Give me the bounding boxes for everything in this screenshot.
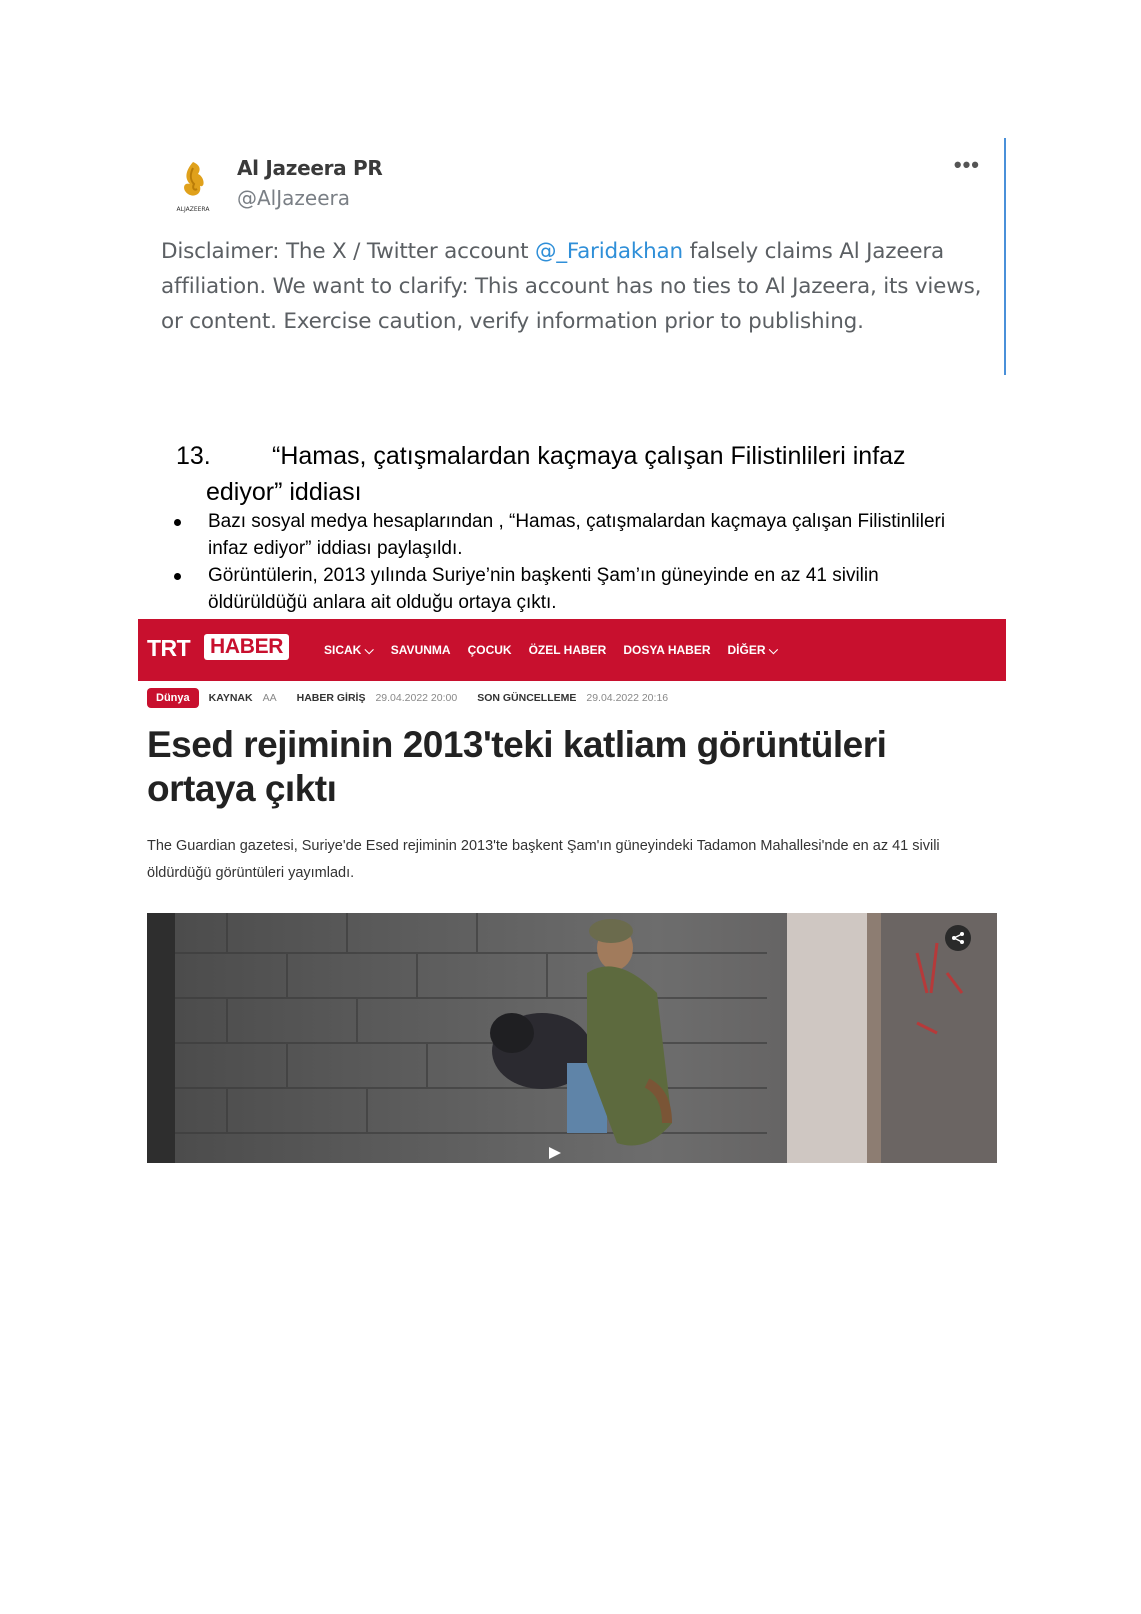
account-name[interactable]: Al Jazeera PR bbox=[237, 156, 383, 180]
video-player[interactable] bbox=[147, 913, 997, 1163]
aljazeera-logo bbox=[168, 158, 218, 214]
update-label: SON GÜNCELLEME bbox=[477, 692, 577, 704]
list-item bbox=[168, 562, 968, 616]
list-item bbox=[168, 508, 968, 562]
trt-menu bbox=[324, 643, 778, 658]
bullet-list bbox=[168, 508, 968, 616]
account-handle[interactable]: @AlJazeera bbox=[237, 186, 350, 210]
tweet-screenshot bbox=[140, 138, 1006, 375]
menu-item-ozel-haber[interactable]: ÖZEL HABER bbox=[528, 643, 607, 657]
entry-label: HABER GİRİŞ bbox=[296, 692, 366, 704]
menu-item-sicak[interactable]: SICAK ⌵ bbox=[324, 643, 374, 657]
section-title-line1: “Hamas, çatışmalardan kaçmaya çalışan Filistinlileri infaz bbox=[272, 442, 906, 470]
logo-text: ALJAZEERA bbox=[176, 206, 210, 213]
bullet-text: Görüntülerin, 2013 yılında Suriye’nin başkenti Şam’ın güneyinde en az 41 sivilin öldürüldüğü anlara ait olduğu ortaya çıktı. bbox=[208, 565, 879, 613]
article-title: Esed rejiminin 2013'teki katliam görüntüleri ortaya çıktı bbox=[147, 724, 887, 809]
share-icon[interactable] bbox=[945, 925, 971, 951]
bullet-text: Bazı sosyal medya hesaplarından , “Hamas, çatışmalardan kaçmaya çalışan Filistinlileri infaz ediyor” iddiası paylaşıldı. bbox=[208, 511, 946, 559]
update-value: 29.04.2022 20:16 bbox=[586, 692, 669, 704]
trt-navbar bbox=[138, 619, 1006, 681]
tweet-text-after: falsely claims Al Jazeera affiliation. We want to clarify: This account has no ties to Al Jazeera, its views, or content. Exercise caution, verify information prior to publishing. bbox=[161, 239, 982, 334]
trt-logo[interactable]: TRT bbox=[147, 635, 191, 661]
article-meta bbox=[147, 688, 678, 708]
article-summary: The Guardian gazetesi, Suriye'de Esed rejiminin 2013'te başkent Şam'ın güneyindeki Tadamon Mahallesi'nde en az 41 sivili öldürdüğü görüntüleri yayımladı. bbox=[147, 838, 940, 881]
menu-item-dosya-haber[interactable]: DOSYA HABER bbox=[623, 643, 711, 657]
menu-item-savunma[interactable]: SAVUNMA bbox=[390, 643, 451, 657]
entry-value: 29.04.2022 20:00 bbox=[375, 692, 458, 704]
mention-link[interactable]: @_Faridakhan bbox=[535, 239, 683, 264]
more-options-icon[interactable]: ••• bbox=[953, 152, 980, 177]
category-badge[interactable]: Dünya bbox=[147, 688, 199, 708]
bullet-icon bbox=[174, 573, 181, 580]
section-number: 13. bbox=[176, 442, 211, 470]
tweet-text-before: Disclaimer: The X / Twitter account bbox=[161, 239, 536, 264]
tweet-text bbox=[161, 234, 1001, 339]
section-title-line2: ediyor” iddiası bbox=[206, 478, 362, 506]
video-frame bbox=[147, 913, 997, 1163]
menu-item-cocuk[interactable]: ÇOCUK bbox=[467, 643, 512, 657]
section-heading bbox=[176, 438, 976, 510]
source-value: AA bbox=[262, 692, 277, 704]
menu-item-diger[interactable]: DİĞER ⌵ bbox=[727, 643, 778, 657]
source-label: KAYNAK bbox=[208, 692, 253, 704]
trt-article-screenshot bbox=[138, 619, 1006, 1164]
haber-logo[interactable]: HABER bbox=[204, 634, 289, 660]
bullet-icon bbox=[174, 519, 181, 526]
